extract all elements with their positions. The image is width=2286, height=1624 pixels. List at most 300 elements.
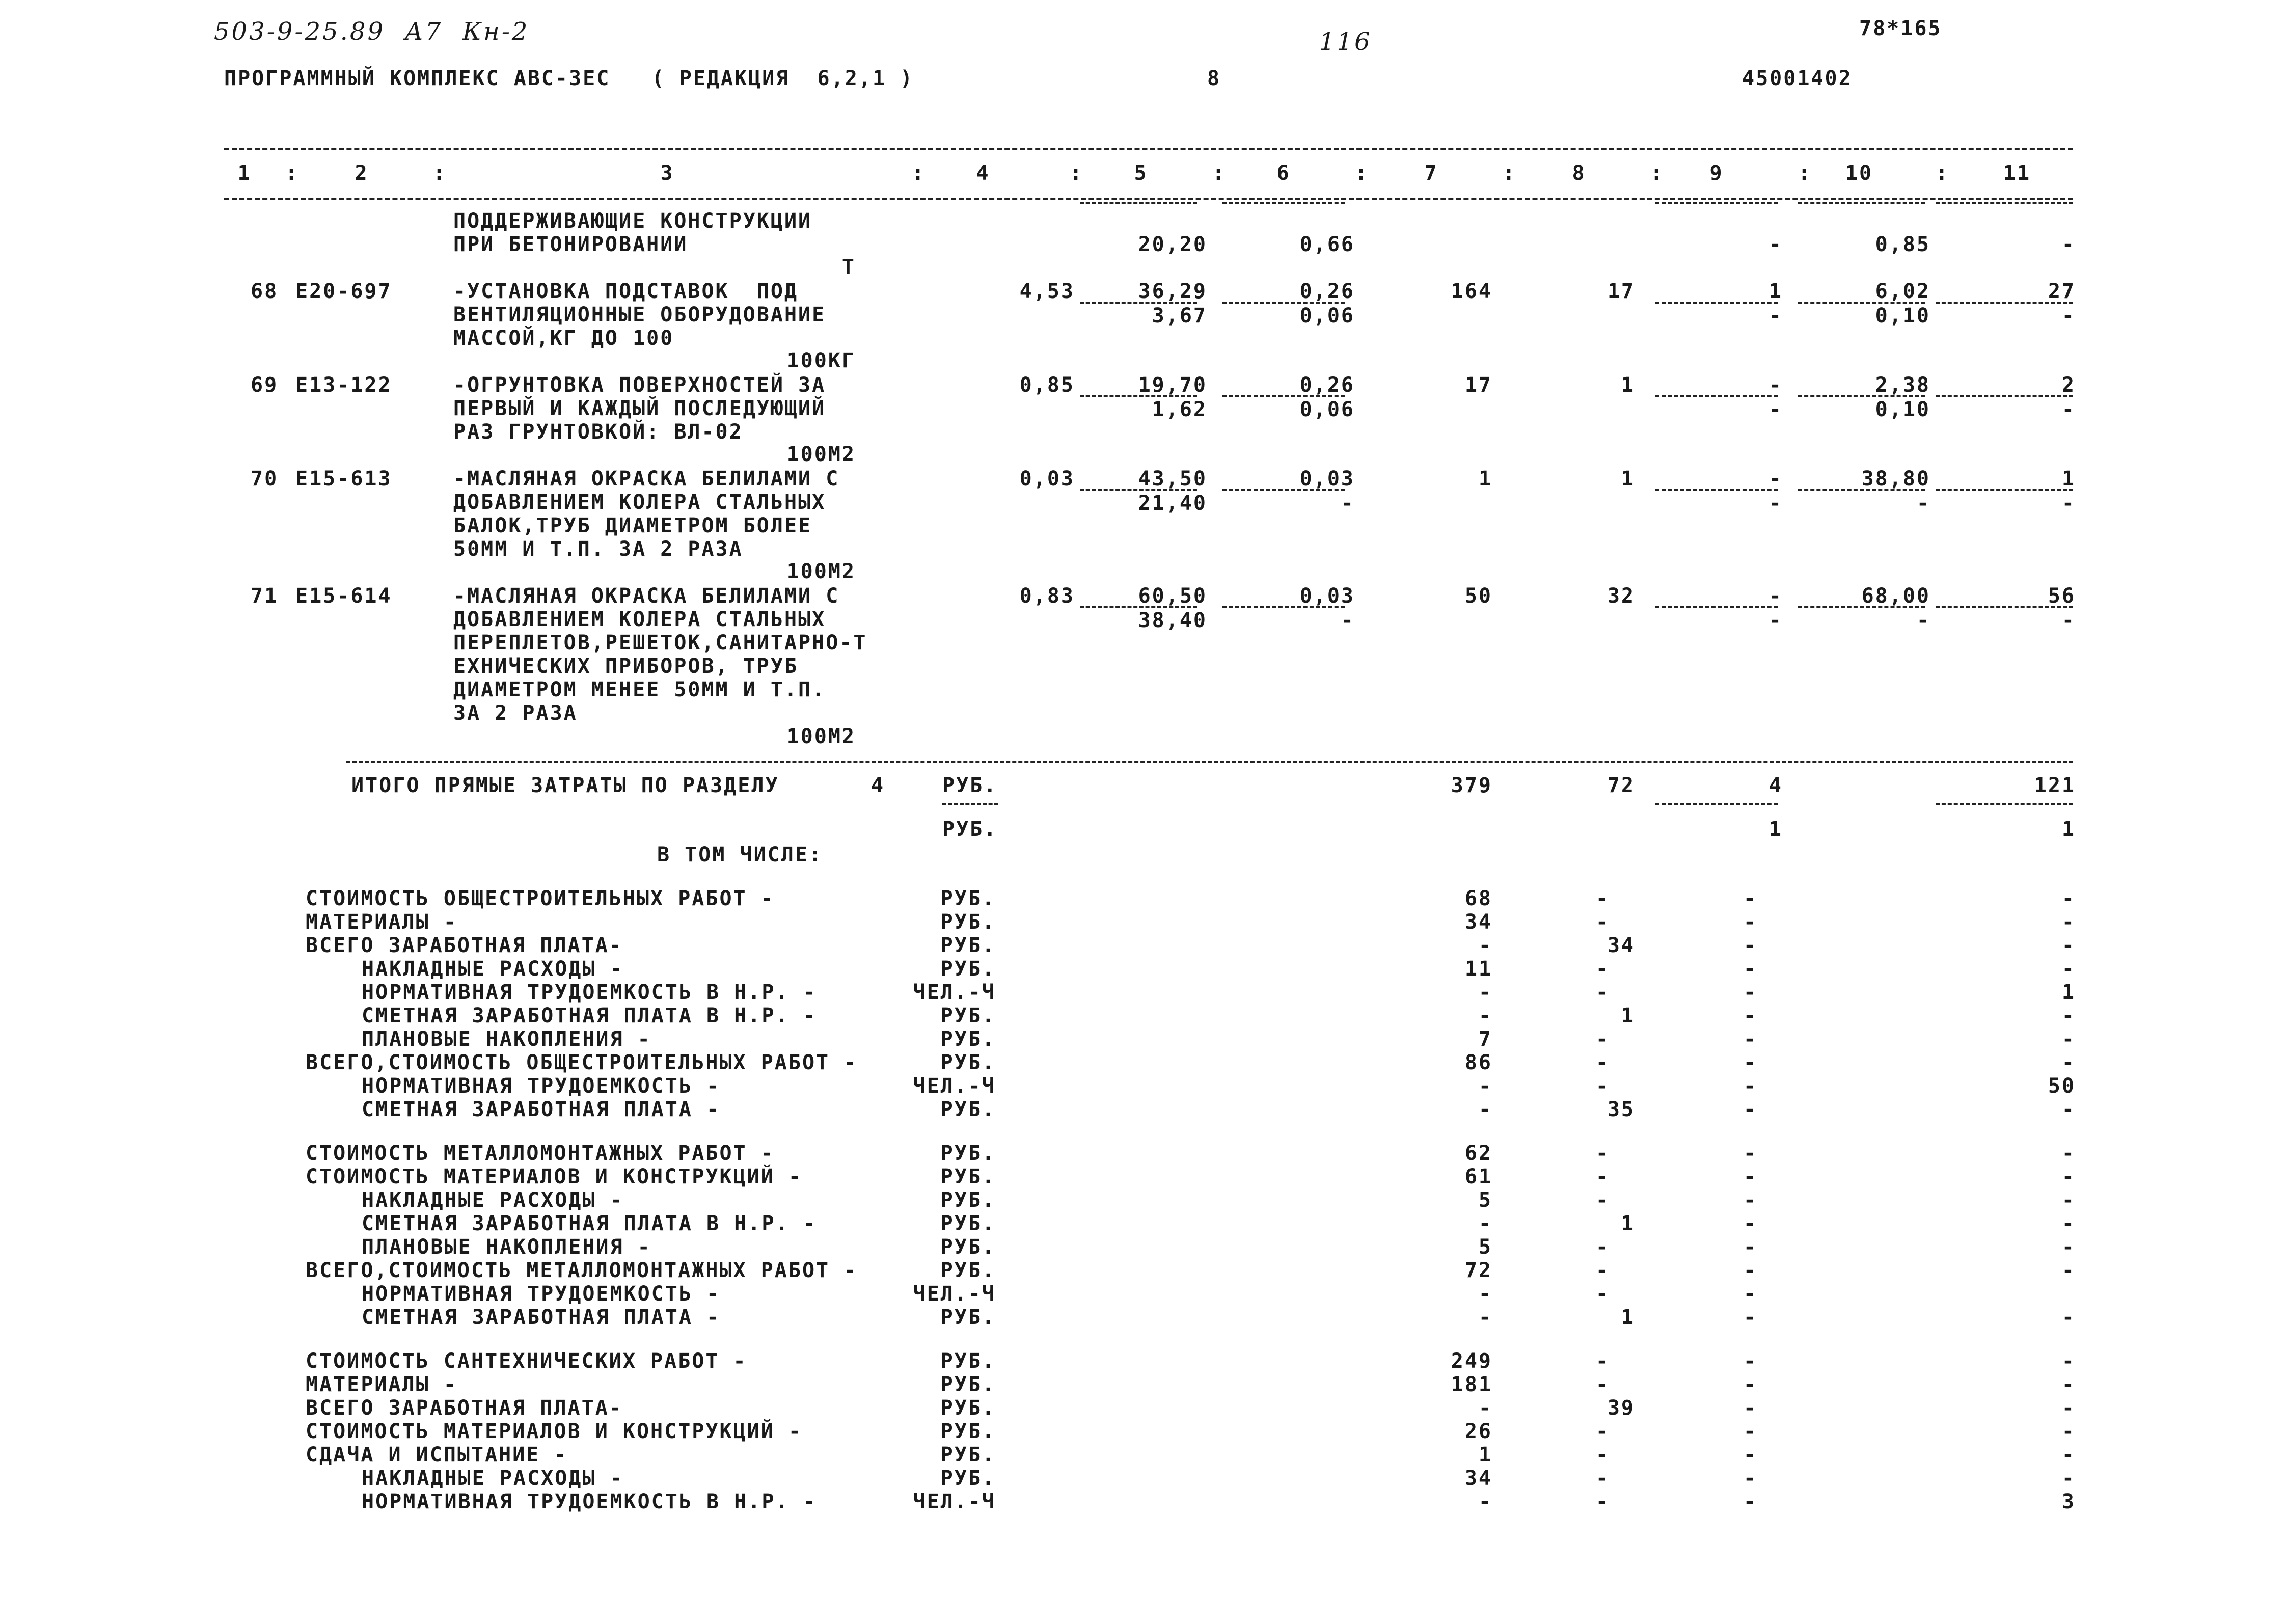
breakdown-unit: РУБ. xyxy=(940,1373,996,1396)
cell-underline xyxy=(1080,202,1197,204)
column-header-9: 9 xyxy=(1709,161,1724,185)
breakdown-label: НОРМАТИВНАЯ ТРУДОЕМКОСТЬ В Н.Р. - xyxy=(362,981,817,1004)
cell-underline xyxy=(1222,395,1345,397)
cell-c9-secondary: - xyxy=(1768,398,1783,421)
breakdown-c9: - xyxy=(1743,1051,1757,1074)
row-description-line: РАЗ ГРУНТОВКОЙ: ВЛ-02 xyxy=(453,420,743,444)
breakdown-unit: РУБ. xyxy=(940,1396,996,1420)
cell-c9: - xyxy=(1768,584,1783,608)
cell-c8: 1 xyxy=(1621,467,1635,491)
column-separator: : xyxy=(433,161,447,185)
breakdown-c7: 68 xyxy=(1464,887,1492,910)
cell-c11-secondary: - xyxy=(2061,609,2076,632)
breakdown-c8: 1 xyxy=(1621,1004,1635,1027)
column-separator: : xyxy=(1070,161,1084,185)
breakdown-label: СДАЧА И ИСПЫТАНИЕ - xyxy=(306,1443,568,1467)
breakdown-c9: - xyxy=(1743,1373,1757,1396)
cell-c6-secondary: - xyxy=(1341,492,1355,515)
breakdown-unit: РУБ. xyxy=(940,1212,996,1235)
row-description-line: ПРИ БЕТОНИРОВАНИИ xyxy=(453,233,688,256)
breakdown-unit: ЧЕЛ.-Ч xyxy=(913,1282,996,1306)
breakdown-c9: - xyxy=(1743,1027,1757,1051)
header-rule-bottom xyxy=(224,198,2073,200)
cell-underline xyxy=(1655,395,1778,397)
breakdown-c7: - xyxy=(1478,1004,1492,1027)
row-description-line: ПЕРЕПЛЕТОВ,РЕШЕТОК,САНИТАРНО-Т xyxy=(453,631,867,655)
unit-label: 100КГ xyxy=(786,349,856,372)
column-separator: : xyxy=(1798,161,1812,185)
cell-c5-secondary: 3,67 xyxy=(1152,304,1207,328)
total-unit-2: РУБ. xyxy=(942,818,998,841)
breakdown-c9: - xyxy=(1743,1004,1757,1027)
breakdown-c7: 61 xyxy=(1464,1165,1492,1188)
breakdown-c8: - xyxy=(1595,1259,1610,1282)
breakdown-unit: РУБ. xyxy=(940,1235,996,1259)
cell-c4: 4,53 xyxy=(1019,280,1075,303)
row-description-line: ДОБАВЛЕНИЕМ КОЛЕРА СТАЛЬНЫХ xyxy=(453,491,826,514)
column-separator: : xyxy=(285,161,300,185)
breakdown-c9: - xyxy=(1743,1259,1757,1282)
breakdown-c11: - xyxy=(2061,1004,2076,1027)
breakdown-c11: - xyxy=(2061,1467,2076,1490)
breakdown-c7: - xyxy=(1478,1074,1492,1098)
breakdown-label: НАКЛАДНЫЕ РАСХОДЫ - xyxy=(362,1188,624,1212)
cell-c5-secondary: 1,62 xyxy=(1152,398,1207,421)
breakdown-c11: 3 xyxy=(2061,1490,2076,1513)
row-description-line: 50ММ И Т.П. ЗА 2 РАЗА xyxy=(453,537,743,561)
breakdown-label: НОРМАТИВНАЯ ТРУДОЕМКОСТЬ В Н.Р. - xyxy=(362,1490,817,1513)
breakdown-c8: - xyxy=(1595,1051,1610,1074)
cell-c6: 0,03 xyxy=(1299,467,1355,491)
breakdown-label: СМЕТНАЯ ЗАРАБОТНАЯ ПЛАТА В Н.Р. - xyxy=(362,1004,817,1027)
cell-c5: 36,29 xyxy=(1138,280,1207,303)
column-separator: : xyxy=(1936,161,1950,185)
breakdown-c11: - xyxy=(2061,1306,2076,1329)
breakdown-c8: - xyxy=(1595,1188,1610,1212)
breakdown-c9: - xyxy=(1743,1420,1757,1443)
cell-c9-secondary: - xyxy=(1768,233,1783,256)
breakdown-c9: - xyxy=(1743,1212,1757,1235)
breakdown-c11: 1 xyxy=(2061,981,2076,1004)
cell-underline xyxy=(1222,202,1345,204)
handwritten-doc-code: 503-9-25.89 А7 Кн-2 xyxy=(214,17,530,46)
cell-c9: - xyxy=(1768,467,1783,491)
cell-c6: 0,26 xyxy=(1299,280,1355,303)
breakdown-label: ПЛАНОВЫЕ НАКОПЛЕНИЯ - xyxy=(362,1235,651,1259)
cell-c11: 2 xyxy=(2061,373,2076,397)
breakdown-c9: - xyxy=(1743,1142,1757,1165)
breakdown-c8: 35 xyxy=(1607,1098,1635,1121)
breakdown-unit: РУБ. xyxy=(940,1188,996,1212)
breakdown-c11: 50 xyxy=(2048,1074,2076,1098)
breakdown-c9: - xyxy=(1743,1235,1757,1259)
cell-underline xyxy=(1936,202,2073,204)
cell-c9-secondary: - xyxy=(1768,609,1783,632)
breakdown-c7: - xyxy=(1478,934,1492,957)
row-rate-code: Е13-122 xyxy=(295,373,392,397)
total-label: ИТОГО ПРЯМЫЕ ЗАТРАТЫ ПО РАЗДЕЛУ xyxy=(351,774,779,797)
breakdown-c9: - xyxy=(1743,981,1757,1004)
breakdown-c7: - xyxy=(1478,1282,1492,1306)
breakdown-unit: РУБ. xyxy=(940,1051,996,1074)
cell-c4: 0,83 xyxy=(1019,584,1075,608)
cell-underline xyxy=(1222,302,1345,304)
breakdown-c9: - xyxy=(1743,1490,1757,1513)
breakdown-c8: 39 xyxy=(1607,1396,1635,1420)
row-number: 69 xyxy=(251,373,279,397)
cell-c5-secondary: 21,40 xyxy=(1138,492,1207,515)
breakdown-c7: 5 xyxy=(1478,1235,1492,1259)
column-separator: : xyxy=(1212,161,1227,185)
cell-c10: 38,80 xyxy=(1861,467,1930,491)
column-header-3: 3 xyxy=(660,161,674,185)
breakdown-unit: ЧЕЛ.-Ч xyxy=(913,1074,996,1098)
breakdown-label: НОРМАТИВНАЯ ТРУДОЕМКОСТЬ - xyxy=(362,1074,721,1098)
cell-c9: 1 xyxy=(1768,280,1783,303)
cell-c11-secondary: - xyxy=(2061,398,2076,421)
breakdown-c11: - xyxy=(2061,1212,2076,1235)
breakdown-c9: - xyxy=(1743,1188,1757,1212)
row-description-line: ПОДДЕРЖИВАЮЩИЕ КОНСТРУКЦИИ xyxy=(453,209,812,233)
breakdown-c11: - xyxy=(2061,1165,2076,1188)
breakdown-c9: - xyxy=(1743,1467,1757,1490)
total-rule xyxy=(346,761,2073,763)
breakdown-c11: - xyxy=(2061,957,2076,981)
breakdown-c8: 34 xyxy=(1607,934,1635,957)
corner-number: 78*165 xyxy=(1859,17,1942,40)
cell-c9: - xyxy=(1768,373,1783,397)
breakdown-label: СТОИМОСТЬ МАТЕРИАЛОВ И КОНСТРУКЦИЙ - xyxy=(306,1420,802,1443)
breakdown-c11: - xyxy=(2061,934,2076,957)
header-rule-top xyxy=(224,148,2073,150)
breakdown-c8: - xyxy=(1595,1282,1610,1306)
breakdown-c7: 72 xyxy=(1464,1259,1492,1282)
cell-underline xyxy=(1798,202,1925,204)
row-number: 68 xyxy=(251,280,279,303)
breakdown-c9: - xyxy=(1743,957,1757,981)
page-number: 8 xyxy=(1207,67,1221,90)
cell-underline xyxy=(1936,302,2073,304)
cell-underline xyxy=(1798,606,1925,608)
breakdown-c11: - xyxy=(2061,1188,2076,1212)
cell-underline xyxy=(1936,606,2073,608)
breakdown-unit: РУБ. xyxy=(940,1420,996,1443)
cell-c7: 17 xyxy=(1464,373,1492,397)
cell-c5: 60,50 xyxy=(1138,584,1207,608)
breakdown-c8: - xyxy=(1595,1235,1610,1259)
cell-c5-secondary: 20,20 xyxy=(1138,233,1207,256)
breakdown-c8: 1 xyxy=(1621,1306,1635,1329)
cell-c7: 1 xyxy=(1478,467,1492,491)
breakdown-c9: - xyxy=(1743,1396,1757,1420)
breakdown-label: МАТЕРИАЛЫ - xyxy=(306,1373,457,1396)
breakdown-unit: РУБ. xyxy=(940,957,996,981)
cell-c11: 1 xyxy=(2061,467,2076,491)
row-description-line: -МАСЛЯНАЯ ОКРАСКА БЕЛИЛАМИ С xyxy=(453,467,840,491)
total-c11: 121 xyxy=(2034,774,2076,797)
breakdown-c8: - xyxy=(1595,1142,1610,1165)
breakdown-unit: РУБ. xyxy=(940,1259,996,1282)
cell-c6-secondary: 0,06 xyxy=(1299,304,1355,328)
breakdown-label: ВСЕГО ЗАРАБОТНАЯ ПЛАТА- xyxy=(306,1396,623,1420)
breakdown-c11: - xyxy=(2061,887,2076,910)
breakdown-c11: - xyxy=(2061,1259,2076,1282)
total-c11-secondary: 1 xyxy=(2061,818,2076,841)
breakdown-c8: - xyxy=(1595,1349,1610,1373)
cell-underline xyxy=(1655,606,1778,608)
breakdown-c7: 34 xyxy=(1464,910,1492,934)
breakdown-label: НАКЛАДНЫЕ РАСХОДЫ - xyxy=(362,957,624,981)
cell-underline xyxy=(1936,803,2073,805)
cell-c7: 50 xyxy=(1464,584,1492,608)
breakdown-unit: ЧЕЛ.-Ч xyxy=(913,981,996,1004)
cell-c6-secondary: 0,06 xyxy=(1299,398,1355,421)
cell-c8: 17 xyxy=(1607,280,1635,303)
column-header-4: 4 xyxy=(976,161,990,185)
breakdown-unit: РУБ. xyxy=(940,910,996,934)
breakdown-c7: 86 xyxy=(1464,1051,1492,1074)
breakdown-label: НАКЛАДНЫЕ РАСХОДЫ - xyxy=(362,1467,624,1490)
cell-c4: 0,03 xyxy=(1019,467,1075,491)
breakdown-c8: - xyxy=(1595,1467,1610,1490)
unit-label: 100М2 xyxy=(786,725,856,748)
row-description-line: -МАСЛЯНАЯ ОКРАСКА БЕЛИЛАМИ С xyxy=(453,584,840,608)
cell-c7: 164 xyxy=(1451,280,1492,303)
breakdown-c7: - xyxy=(1478,1098,1492,1121)
cell-c11-secondary: - xyxy=(2061,492,2076,515)
breakdown-c7: 11 xyxy=(1464,957,1492,981)
column-header-10: 10 xyxy=(1845,161,1873,185)
breakdown-c8: - xyxy=(1595,1490,1610,1513)
column-header-6: 6 xyxy=(1276,161,1291,185)
breakdown-c9: - xyxy=(1743,1306,1757,1329)
total-c9: 4 xyxy=(1768,774,1783,797)
cell-c10-secondary: 0,85 xyxy=(1875,233,1930,256)
cell-c10-secondary: 0,10 xyxy=(1875,304,1930,328)
breakdown-label: МАТЕРИАЛЫ - xyxy=(306,910,457,934)
cell-c9-secondary: - xyxy=(1768,304,1783,328)
handwritten-sheet-number: 116 xyxy=(1319,28,1372,56)
breakdown-label: СМЕТНАЯ ЗАРАБОТНАЯ ПЛАТА - xyxy=(362,1306,721,1329)
breakdown-c8: 1 xyxy=(1621,1212,1635,1235)
breakdown-c11: - xyxy=(2061,1098,2076,1121)
cell-underline xyxy=(1080,395,1197,397)
breakdown-c11: - xyxy=(2061,1420,2076,1443)
breakdown-label: СТОИМОСТЬ САНТЕХНИЧЕСКИХ РАБОТ - xyxy=(306,1349,747,1373)
cell-c6: 0,26 xyxy=(1299,373,1355,397)
column-header-7: 7 xyxy=(1424,161,1438,185)
breakdown-c9: - xyxy=(1743,1098,1757,1121)
document-code: 45001402 xyxy=(1742,67,1853,90)
breakdown-unit: РУБ. xyxy=(940,1004,996,1027)
breakdown-unit: РУБ. xyxy=(940,887,996,910)
total-c9-secondary: 1 xyxy=(1768,818,1783,841)
breakdown-c9: - xyxy=(1743,1074,1757,1098)
total-unit: РУБ. xyxy=(942,774,998,797)
cell-underline xyxy=(1655,803,1778,805)
breakdown-c9: - xyxy=(1743,887,1757,910)
breakdown-c7: - xyxy=(1478,1212,1492,1235)
breakdown-c7: 7 xyxy=(1478,1027,1492,1051)
cell-c11-secondary: - xyxy=(2061,233,2076,256)
breakdown-c9: - xyxy=(1743,1349,1757,1373)
breakdown-unit: РУБ. xyxy=(940,1349,996,1373)
cell-underline xyxy=(1936,395,2073,397)
cell-c11: 56 xyxy=(2048,584,2076,608)
breakdown-c8: - xyxy=(1595,887,1610,910)
row-description-line: -ОГРУНТОВКА ПОВЕРХНОСТЕЙ ЗА xyxy=(453,373,826,397)
breakdown-label: СМЕТНАЯ ЗАРАБОТНАЯ ПЛАТА - xyxy=(362,1098,721,1121)
breakdown-c11: - xyxy=(2061,1443,2076,1467)
cell-c9-secondary: - xyxy=(1768,492,1783,515)
breakdown-c7: 5 xyxy=(1478,1188,1492,1212)
unit-label: 100М2 xyxy=(786,560,856,583)
row-description-line: -УСТАНОВКА ПОДСТАВОК ПОД xyxy=(453,280,799,303)
unit-label: Т xyxy=(841,255,856,279)
in-that-heading: В ТОМ ЧИСЛЕ: xyxy=(657,843,823,867)
breakdown-c7: 62 xyxy=(1464,1142,1492,1165)
breakdown-c8: - xyxy=(1595,1443,1610,1467)
breakdown-c7: - xyxy=(1478,1490,1492,1513)
breakdown-c8: - xyxy=(1595,1420,1610,1443)
total-section: 4 xyxy=(871,774,885,797)
breakdown-label: ПЛАНОВЫЕ НАКОПЛЕНИЯ - xyxy=(362,1027,651,1051)
cell-c6-secondary: 0,66 xyxy=(1299,233,1355,256)
row-description-line: ВЕНТИЛЯЦИОННЫЕ ОБОРУДОВАНИЕ xyxy=(453,303,826,327)
breakdown-c11: - xyxy=(2061,910,2076,934)
cell-c4: 0,85 xyxy=(1019,373,1075,397)
breakdown-unit: РУБ. xyxy=(940,1467,996,1490)
breakdown-unit: РУБ. xyxy=(940,1165,996,1188)
breakdown-c8: - xyxy=(1595,910,1610,934)
breakdown-c9: - xyxy=(1743,1443,1757,1467)
row-description-line: ДОБАВЛЕНИЕМ КОЛЕРА СТАЛЬНЫХ xyxy=(453,608,826,631)
breakdown-c11: - xyxy=(2061,1235,2076,1259)
breakdown-c7: - xyxy=(1478,1396,1492,1420)
breakdown-unit: РУБ. xyxy=(940,1098,996,1121)
cell-c6-secondary: - xyxy=(1341,609,1355,632)
cell-c10: 2,38 xyxy=(1875,373,1930,397)
breakdown-c8: - xyxy=(1595,957,1610,981)
breakdown-label: ВСЕГО ЗАРАБОТНАЯ ПЛАТА- xyxy=(306,934,623,957)
breakdown-c7: 1 xyxy=(1478,1443,1492,1467)
cell-underline xyxy=(942,803,998,805)
breakdown-c9: - xyxy=(1743,1165,1757,1188)
cell-underline xyxy=(1080,489,1197,491)
cell-underline xyxy=(1222,489,1345,491)
column-header-2: 2 xyxy=(355,161,369,185)
breakdown-label: ВСЕГО,СТОИМОСТЬ ОБЩЕСТРОИТЕЛЬНЫХ РАБОТ - xyxy=(306,1051,858,1074)
cell-underline xyxy=(1655,202,1778,204)
cell-underline xyxy=(1080,302,1197,304)
column-separator: : xyxy=(1503,161,1517,185)
column-header-11: 11 xyxy=(2003,161,2031,185)
total-c7: 379 xyxy=(1451,774,1492,797)
breakdown-label: СТОИМОСТЬ МАТЕРИАЛОВ И КОНСТРУКЦИЙ - xyxy=(306,1165,802,1188)
unit-label: 100М2 xyxy=(786,443,856,466)
breakdown-c9: - xyxy=(1743,910,1757,934)
column-separator: : xyxy=(912,161,926,185)
row-description-line: ДИАМЕТРОМ МЕНЕЕ 50ММ И Т.П. xyxy=(453,678,826,701)
cell-c8: 1 xyxy=(1621,373,1635,397)
cell-c10-secondary: - xyxy=(1916,492,1930,515)
breakdown-c7: 34 xyxy=(1464,1467,1492,1490)
breakdown-c11: - xyxy=(2061,1349,2076,1373)
row-rate-code: Е20-697 xyxy=(295,280,392,303)
cell-c5: 19,70 xyxy=(1138,373,1207,397)
cell-c10: 68,00 xyxy=(1861,584,1930,608)
program-title: ПРОГРАММНЫЙ КОМПЛЕКС АВС-3ЕС ( РЕДАКЦИЯ 6,2,1 ) xyxy=(224,67,914,90)
cell-c5: 43,50 xyxy=(1138,467,1207,491)
row-description-line: ПЕРВЫЙ И КАЖДЫЙ ПОСЛЕДУЮЩИЙ xyxy=(453,397,826,420)
breakdown-c7: 181 xyxy=(1451,1373,1492,1396)
cell-c6: 0,03 xyxy=(1299,584,1355,608)
breakdown-c7: - xyxy=(1478,1306,1492,1329)
breakdown-c8: - xyxy=(1595,1074,1610,1098)
cell-underline xyxy=(1798,395,1925,397)
breakdown-unit: РУБ. xyxy=(940,1027,996,1051)
cell-underline xyxy=(1936,489,2073,491)
breakdown-c7: 249 xyxy=(1451,1349,1492,1373)
breakdown-label: СТОИМОСТЬ ОБЩЕСТРОИТЕЛЬНЫХ РАБОТ - xyxy=(306,887,775,910)
breakdown-label: СТОИМОСТЬ МЕТАЛЛОМОНТАЖНЫХ РАБОТ - xyxy=(306,1142,775,1165)
breakdown-label: СМЕТНАЯ ЗАРАБОТНАЯ ПЛАТА В Н.Р. - xyxy=(362,1212,817,1235)
breakdown-label: НОРМАТИВНАЯ ТРУДОЕМКОСТЬ - xyxy=(362,1282,721,1306)
breakdown-c9: - xyxy=(1743,1282,1757,1306)
breakdown-c11: - xyxy=(2061,1396,2076,1420)
total-c8: 72 xyxy=(1607,774,1635,797)
breakdown-c11: - xyxy=(2061,1051,2076,1074)
breakdown-unit: РУБ. xyxy=(940,1443,996,1467)
row-rate-code: Е15-614 xyxy=(295,584,392,608)
breakdown-unit: ЧЕЛ.-Ч xyxy=(913,1490,996,1513)
breakdown-unit: РУБ. xyxy=(940,934,996,957)
cell-underline xyxy=(1222,606,1345,608)
row-description-line: МАССОЙ,КГ ДО 100 xyxy=(453,327,674,350)
cell-c11-secondary: - xyxy=(2061,304,2076,328)
breakdown-label: ВСЕГО,СТОИМОСТЬ МЕТАЛЛОМОНТАЖНЫХ РАБОТ - xyxy=(306,1259,858,1282)
breakdown-c8: - xyxy=(1595,1027,1610,1051)
column-header-5: 5 xyxy=(1134,161,1148,185)
breakdown-c11: - xyxy=(2061,1027,2076,1051)
cell-c5-secondary: 38,40 xyxy=(1138,609,1207,632)
cell-c11: 27 xyxy=(2048,280,2076,303)
column-header-8: 8 xyxy=(1572,161,1586,185)
breakdown-c11: - xyxy=(2061,1142,2076,1165)
row-number: 70 xyxy=(251,467,279,491)
column-separator: : xyxy=(1355,161,1369,185)
breakdown-c11: - xyxy=(2061,1373,2076,1396)
row-description-line: БАЛОК,ТРУБ ДИАМЕТРОМ БОЛЕЕ xyxy=(453,514,812,537)
cell-c10: 6,02 xyxy=(1875,280,1930,303)
column-separator: : xyxy=(1650,161,1665,185)
breakdown-c9: - xyxy=(1743,934,1757,957)
breakdown-c8: - xyxy=(1595,1373,1610,1396)
breakdown-c8: - xyxy=(1595,981,1610,1004)
row-number: 71 xyxy=(251,584,279,608)
cell-c10-secondary: 0,10 xyxy=(1875,398,1930,421)
breakdown-c7: - xyxy=(1478,981,1492,1004)
row-description-line: ЕХНИЧЕСКИХ ПРИБОРОВ, ТРУБ xyxy=(453,655,799,678)
cell-underline xyxy=(1655,489,1778,491)
row-description-line: ЗА 2 РАЗА xyxy=(453,701,578,725)
cell-underline xyxy=(1798,489,1925,491)
cell-underline xyxy=(1655,302,1778,304)
breakdown-c7: 26 xyxy=(1464,1420,1492,1443)
column-header-1: 1 xyxy=(237,161,252,185)
cell-c8: 32 xyxy=(1607,584,1635,608)
breakdown-unit: РУБ. xyxy=(940,1306,996,1329)
